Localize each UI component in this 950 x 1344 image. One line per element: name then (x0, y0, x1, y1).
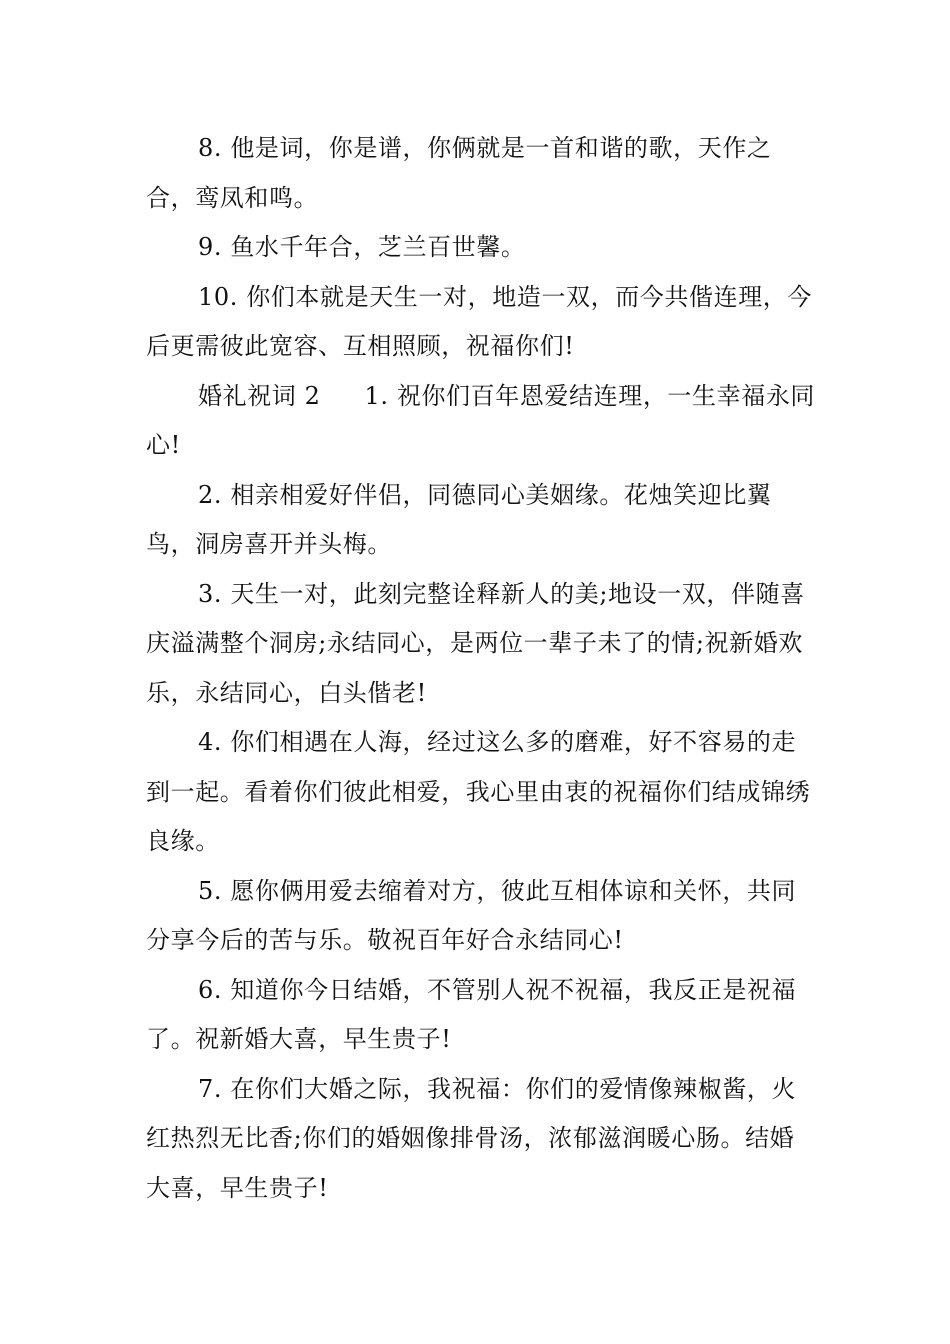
section-first-item: 1. 祝你们百年恩爱结连理，一生幸福永同心! (146, 381, 816, 459)
section-heading: 婚礼祝词 2 (198, 381, 321, 410)
document-body (146, 124, 818, 1213)
paragraph-wish-10: 10. 你们本就是天生一对，地造一双，而今共偕连理，今后更需彼此宽容、互相照顾，祝福你们! (146, 282, 812, 360)
paragraph-wish-9: 9. 鱼水千年合，芝兰百世馨。 (198, 233, 526, 261)
paragraph-wish-6: 6. 知道你今日结婚，不管别人祝不祝福，我反正是祝福了。祝新婚大喜，早生贵子! (146, 975, 797, 1053)
paragraph-wish-8: 8. 他是词，你是谱，你俩就是一首和谐的歌，天作之合，鸾凤和鸣。 (146, 134, 772, 212)
paragraph-wish-7: 7. 在你们大婚之际，我祝福：你们的爱情像辣椒酱，火红热烈无比香;你们的婚姻像排骨汤，浓郁滋润暖心肠。结婚大喜，早生贵子! (146, 1074, 797, 1202)
paragraph-wish-4: 4. 你们相遇在人海，经过这么多的磨难，好不容易的走到一起。看着你们彼此相爱，我心里由衷的祝福你们结成锦绣良缘。 (146, 728, 811, 855)
paragraph-wish-5: 5. 愿你俩用爱去缩着对方，彼此互相体谅和关怀，共同分享今后的苦与乐。敬祝百年好合永结同心! (146, 876, 797, 954)
paragraph-wish-3: 3. 天生一对，此刻完整诠释新人的美;地设一双，伴随喜庆溢满整个洞房;永结同心，是两位一辈子未了的情;祝新婚欢乐，永结同心，白头偕老! (146, 579, 805, 707)
section-heading-paragraph (146, 372, 818, 471)
paragraph-wish-2: 2. 相亲相爱好伴侣，同德同心美姻缘。花烛笑迎比翼鸟，洞房喜开并头梅。 (146, 480, 772, 558)
